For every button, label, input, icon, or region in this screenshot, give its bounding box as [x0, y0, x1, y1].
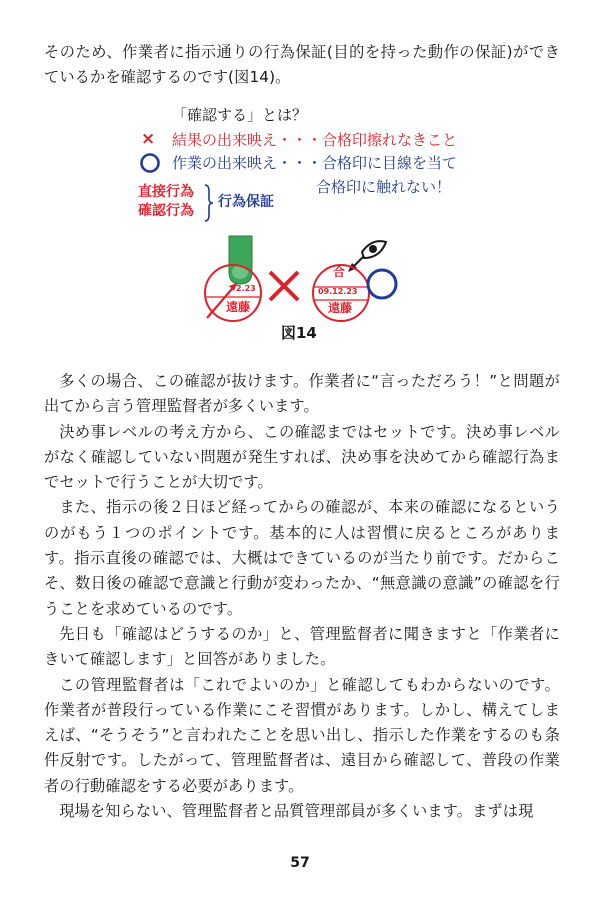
paragraph: 先日も「確認はどうするのか」と、管理監督者に聞きますと「作業者にきいて確認します」と回答がありました。 [44, 624, 560, 669]
approval-stamp-name: 遠藤 [328, 301, 353, 315]
correct-mark-icon [364, 266, 400, 302]
direct-action-label: 直接行為 [138, 184, 194, 200]
approval-stamp-mark: 合 [333, 265, 346, 279]
paragraph: また、指示の後２日ほど経ってからの確認が、本来の確認になるというのがもう１つのポイントです。基本的に人は習慣に戻るところがあります。指示直後の確認では、大概はできているのが当たり前です。だからこそ、数日後の確認で意識と行動が変わったか、“無意識の意識”の確認を行うことを求めているのです。 [44, 498, 560, 618]
cross-mark-icon: × [141, 129, 156, 149]
wrong-mark-icon [266, 268, 302, 304]
intro-paragraph: そのため、作業者に指示通りの行為保証(目的を持った動作の保証)ができているかを確認するのです(図14)。 [44, 43, 560, 87]
figure-caption: 図14 [281, 324, 317, 342]
circle-mark-icon [139, 152, 161, 174]
action-guarantee-label: 行為保証 [218, 194, 274, 210]
good-criteria-text-line1: 作業の出来映え・・・合格印に目線を当て [172, 154, 458, 172]
paragraph: この管理監督者は「これでよいのか」と確認してもわからないのです。作業者が普段行っている作業にこそ習慣があります。しかし、構えてしまえば、“そうそう”と言われたことを思い出し、指示した作業をするのも条件反射です。したがって、管理監督者は、遠目から確認して、普段の作業者の行動確認をする必要があります。 [44, 675, 560, 795]
paragraph: 決め事レベルの考え方から、この確認まではセットです。決め事レベルがなく確認していない問題が発生すれば、決め事を決めてから確認行為までセットで行うことが大切です。 [44, 422, 560, 492]
confirm-action-label: 確認行為 [138, 203, 194, 219]
figure-heading: 「確認する」とは？ [172, 106, 308, 124]
page-number: 57 [290, 855, 310, 871]
figure-14 [0, 0, 600, 360]
approval-stamp-date: 09.12.23 [318, 287, 358, 296]
paragraph: 多くの場合、この確認が抜けます。作業者に“言っただろう！”と問題が出てから言う管理監督者が多くいます。 [44, 372, 560, 416]
good-criteria-text-line2: 合格印に触れない！ [316, 178, 452, 196]
smudged-stamp-date: 2.23 [236, 284, 256, 293]
bad-criteria-text: 結果の出来映え・・・合格印擦れなきこと [172, 131, 458, 149]
brace-icon [203, 184, 215, 222]
smudged-stamp-name: 遠藤 [226, 300, 251, 314]
paragraph: 現場を知らない、管理監督者と品質管理部員が多くいます。まずは現 [59, 802, 534, 821]
body-text [44, 369, 560, 824]
